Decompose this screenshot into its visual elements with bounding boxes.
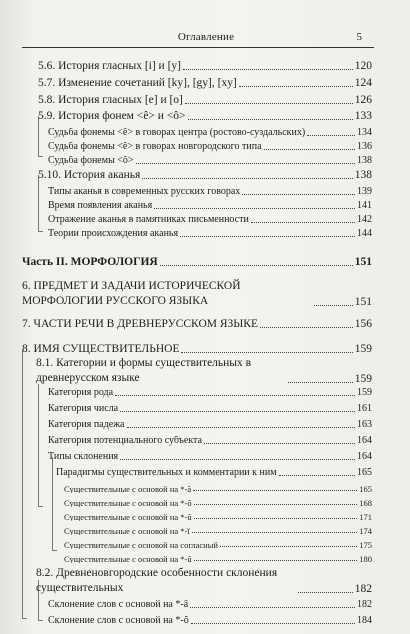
toc-entry[interactable]: Парадигмы существительных и комментарии к ним 165 — [56, 467, 372, 478]
toc-part-heading[interactable]: Часть II. МОРФОЛОГИЯ 151 — [22, 255, 372, 268]
toc-entry[interactable]: Категория падежа 163 — [48, 419, 372, 430]
toc-entry[interactable]: Судьба фонемы <ê> в говорах новгородского типа 136 — [48, 141, 372, 152]
toc-entry[interactable]: Существительные с основой на *-ā 165 — [64, 483, 372, 494]
toc-entry[interactable]: Категория числа 161 — [48, 403, 372, 414]
toc-entry[interactable]: 7. ЧАСТИ РЕЧИ В ДРЕВНЕРУССКОМ ЯЗЫКЕ 156 — [22, 317, 372, 330]
toc-entry[interactable]: Склонение слов с основой на *-ŏ 184 — [48, 615, 372, 626]
toc-entry[interactable]: Типы склонения 164 — [48, 451, 372, 462]
toc-entry[interactable]: 5.10. История аканья 138 — [38, 168, 372, 181]
toc-entry[interactable]: Существительные с основой на *-ū 180 — [64, 553, 372, 564]
toc-entry[interactable]: 6. ПРЕДМЕТ И ЗАДАЧИ ИСТОРИЧЕСКОЙ МОРФОЛОГИИ РУССКОГО ЯЗЫКА 151 — [22, 280, 372, 308]
toc-entry[interactable]: Существительные с основой на согласный 175 — [64, 539, 372, 550]
toc-entry[interactable]: Склонение слов с основой на *-ā 182 — [48, 599, 372, 610]
toc-entry[interactable]: Существительные с основой на *-ĭ 174 — [64, 525, 372, 536]
toc-entry[interactable]: Типы аканья в современных русских говорах 139 — [48, 186, 372, 197]
bracket-8 — [22, 350, 27, 619]
toc-entry[interactable]: 5.9. История фонем <ê> и <ô> 133 — [38, 109, 372, 122]
toc-entry[interactable]: Существительные с основой на *-ŏ 168 — [64, 497, 372, 508]
toc-entry[interactable]: Судьба фонемы <ô> 138 — [48, 155, 372, 166]
header-page-number: 5 — [356, 31, 362, 43]
toc-entry[interactable]: Отражение аканья в памятниках письменности 142 — [48, 214, 372, 225]
toc-entry[interactable]: 8.2. Древненовгородские особенности склонения существительных 182 — [36, 567, 372, 595]
bracket-5-10 — [38, 175, 43, 232]
bracket-8-1 — [38, 384, 43, 507]
header-title: Оглавление — [177, 31, 235, 43]
toc-entry[interactable]: Существительные с основой на *-ŭ 171 — [64, 511, 372, 522]
toc-entry[interactable]: Категория рода 159 — [48, 387, 372, 398]
toc-entry[interactable]: Судьба фонемы <ê> в говорах центра (ростово-суздальских) 134 — [48, 127, 372, 138]
toc-entry[interactable]: 5.7. Изменение сочетаний [ky], [gy], [xy] 124 — [38, 76, 372, 89]
toc-entry[interactable]: 5.8. История гласных [e] и [o] 126 — [38, 93, 372, 106]
toc-entry[interactable]: Категория потенциального субъекта 164 — [48, 435, 372, 446]
toc-entry[interactable]: 8. ИМЯ СУЩЕСТВИТЕЛЬНОЕ 159 — [22, 342, 372, 355]
toc-entry[interactable]: Время появления аканья 141 — [48, 200, 372, 211]
toc-entry[interactable]: 8.1. Категории и формы существительных в древнерусском языке 159 — [36, 357, 372, 385]
toc-entry[interactable]: Теории происхождения аканья 144 — [48, 228, 372, 239]
bracket-5-9 — [38, 116, 43, 157]
toc-entry[interactable]: 5.6. История гласных [i] и [y] 120 — [38, 59, 372, 72]
